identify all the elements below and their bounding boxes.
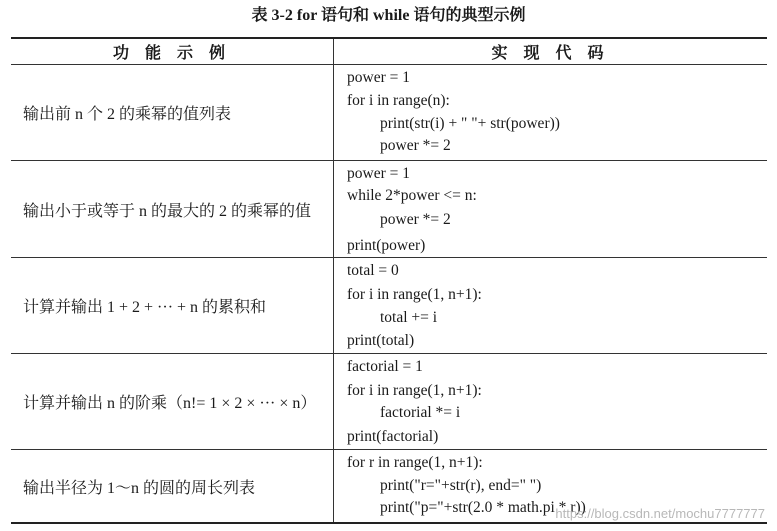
table-header-row xyxy=(11,39,767,65)
code-line: print(str(i) + " "+ str(power)) xyxy=(380,115,560,132)
code-line: power = 1 xyxy=(347,69,410,86)
code-line: total = 0 xyxy=(347,262,399,279)
code-line: while 2*power <= n: xyxy=(347,187,477,204)
table-row xyxy=(11,161,767,258)
code-line: power *= 2 xyxy=(380,211,451,228)
code-cell xyxy=(334,258,767,353)
code-line: for r in range(1, n+1): xyxy=(347,454,483,471)
function-description: 输出前 n 个 2 的乘幂的值列表 xyxy=(11,65,334,160)
examples-table xyxy=(11,37,767,524)
code-line: print(total) xyxy=(347,332,415,349)
function-description: 计算并输出 1 + 2 + ··· + n 的累积和 xyxy=(11,258,334,353)
code-line: for i in range(n): xyxy=(347,92,450,109)
code-line: power *= 2 xyxy=(380,137,451,154)
code-line: factorial *= i xyxy=(380,404,461,421)
function-description: 计算并输出 n 的阶乘（n!= 1 × 2 × ··· × n） xyxy=(11,354,334,449)
function-description: 输出小于或等于 n 的最大的 2 的乘幂的值 xyxy=(11,161,334,257)
header-implementation-code: 实 现 代 码 xyxy=(491,45,610,62)
table-row xyxy=(11,354,767,450)
code-cell xyxy=(334,354,767,449)
code-cell xyxy=(334,161,767,257)
code-line: total += i xyxy=(380,309,438,326)
code-line: power = 1 xyxy=(347,165,410,182)
code-line: print(power) xyxy=(347,237,426,254)
code-line: for i in range(1, n+1): xyxy=(347,382,482,399)
code-cell xyxy=(334,65,767,160)
code-line: for i in range(1, n+1): xyxy=(347,286,482,303)
code-line: print("p="+str(2.0 * math.pi * r)) xyxy=(380,499,586,516)
code-line: print("r="+str(r), end=" ") xyxy=(380,477,542,494)
code-line: factorial = 1 xyxy=(347,358,423,375)
header-function-example: 功 能 示 例 xyxy=(11,39,334,64)
table-row xyxy=(11,65,767,161)
watermark: https://blog.csdn.net/mochu7777777 xyxy=(555,506,765,521)
table-caption: 表 3-2 for 语句和 while 语句的典型示例 xyxy=(251,7,526,24)
code-line: print(factorial) xyxy=(347,428,439,445)
function-description: 输出半径为 1～n 的圆的周长列表 xyxy=(11,450,334,522)
table-row xyxy=(11,258,767,354)
